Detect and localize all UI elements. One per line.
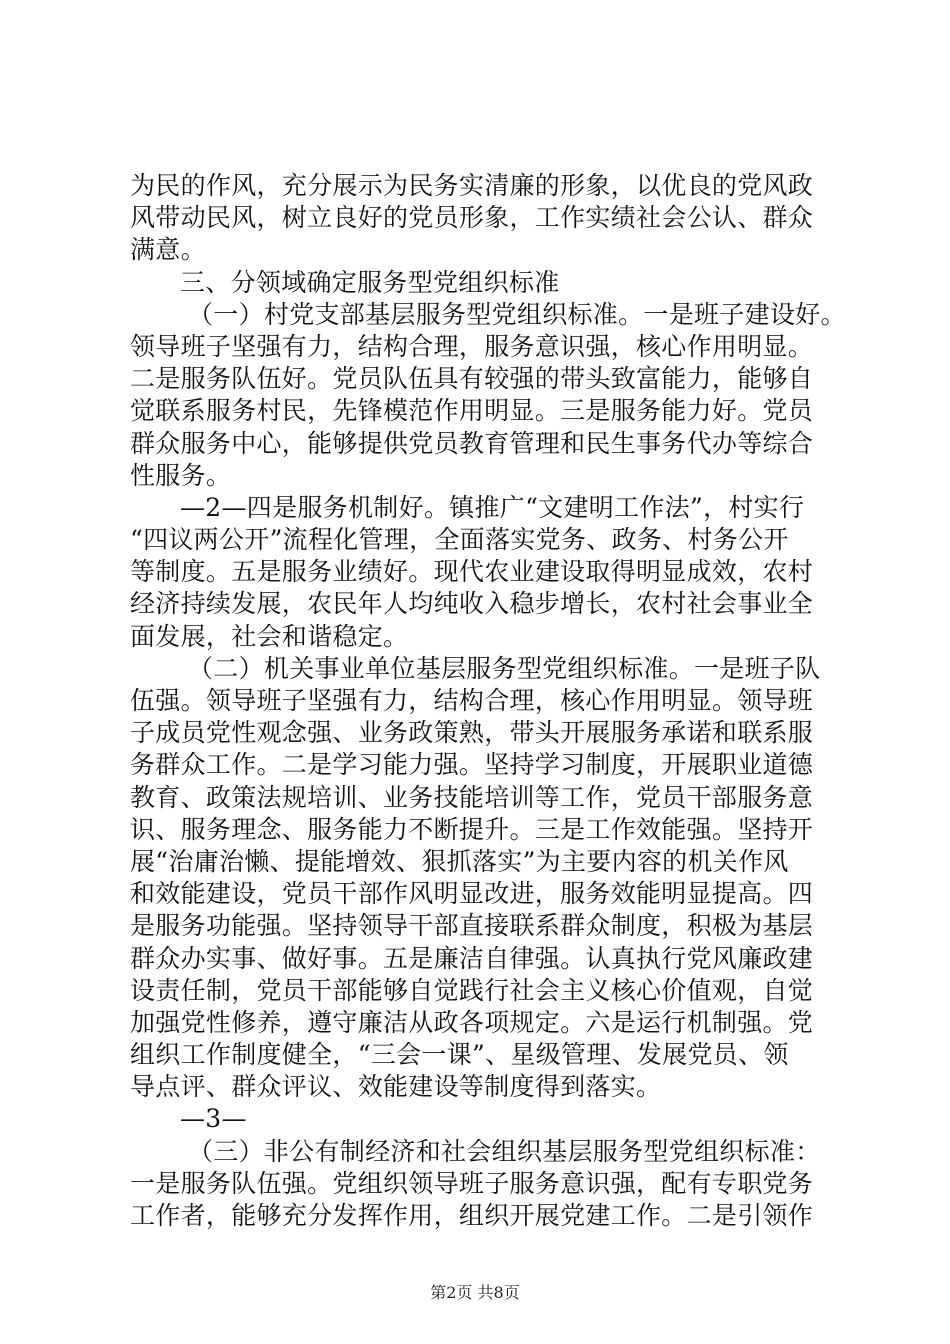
paragraph-line: 务群众工作。二是学习能力强。坚持学习制度，开展职业道德 (130, 750, 814, 780)
paragraph-line: 为民的作风，充分展示为民务实清廉的形象，以优良的党风政 (130, 171, 814, 200)
paragraph-line: —2—四是服务机制好。镇推广“文建明工作法”，村实行 (180, 492, 805, 522)
paragraph-line: 伍强。领导班子坚强有力，结构合理，核心作用明显。领导班 (130, 686, 814, 715)
paragraph-line: 子成员党性观念强、业务政策熟，带头开展服务承诺和联系服 (130, 718, 814, 748)
section-heading: 三、分领域确定服务型党组织标准 (180, 267, 560, 297)
paragraph-line: 教育、政策法规培训、业务技能培训等工作，党员干部服务意 (130, 782, 814, 812)
paragraph-line: “四议两公开”流程化管理，全面落实党务、政务、村务公开 (130, 525, 789, 555)
paragraph-line: 领导班子坚强有力，结构合理，服务意识强，核心作用明显。 (130, 331, 814, 361)
paragraph-line: 等制度。五是服务业绩好。现代农业建设取得明显成效，农村 (130, 557, 814, 587)
paragraph-line: 经济持续发展，农民年人均纯收入稳步增长，农村社会事业全 (130, 589, 814, 619)
paragraph-line: 加强党性修养，遵守廉洁从政各项规定。六是运行机制强。党 (130, 1007, 814, 1037)
paragraph-line: 识、服务理念、服务能力不断提升。三是工作效能强。坚持开 (130, 814, 814, 844)
paragraph-line: 设责任制，党员干部能够自觉践行社会主义核心价值观，自觉 (130, 975, 814, 1005)
page-indicator: 第2页 共8页 (430, 1283, 520, 1302)
paragraph-line: 是服务功能强。坚持领导干部直接联系群众制度，积极为基层 (130, 911, 814, 941)
paragraph-line: 和效能建设，党员干部作风明显改进，服务效能明显提高。四 (130, 879, 814, 909)
paragraph-line: （三）非公有制经济和社会组织基层服务型党组织标准： (188, 1136, 821, 1166)
paragraph-line: （一）村党支部基层服务型党组织标准。一是班子建设好。 (188, 299, 846, 329)
paragraph-line: 群众服务中心，能够提供党员教育管理和民生事务代办等综合 (130, 428, 814, 458)
paragraph-line: 工作者，能够充分发挥作用，组织开展党建工作。二是引领作 (130, 1201, 814, 1230)
paragraph-line: 组织工作制度健全，“三会一课”、星级管理、发展党员、领 (130, 1040, 789, 1070)
paragraph-line: 面发展，社会和谐稳定。 (130, 621, 409, 651)
paragraph-line: （二）机关事业单位基层服务型党组织标准。一是班子队 (188, 653, 821, 683)
paragraph-line: 二是服务队伍好。党员队伍具有较强的带头致富能力，能够自 (130, 364, 814, 394)
page-marker: —3— (180, 1104, 247, 1134)
paragraph-line: 满意。 (130, 235, 206, 265)
paragraph-line: 展“治庸治懒、提能增效、狠抓落实”为主要内容的机关作风 (130, 846, 789, 876)
paragraph-line: 群众办实事、做好事。五是廉洁自律强。认真执行党风廉政建 (130, 943, 814, 973)
paragraph-line: 导点评、群众评议、效能建设等制度得到落实。 (130, 1072, 662, 1102)
paragraph-line: 风带动民风，树立良好的党员形象，工作实绩社会公认、群众 (130, 203, 814, 233)
document-body (130, 170, 846, 1232)
paragraph-line: 一是服务队伍强。党组织领导班子服务意识强，配有专职党务 (130, 1168, 814, 1198)
paragraph-line: 性服务。 (130, 460, 232, 490)
paragraph-line: 觉联系服务村民，先锋模范作用明显。三是服务能力好。党员 (130, 396, 814, 426)
